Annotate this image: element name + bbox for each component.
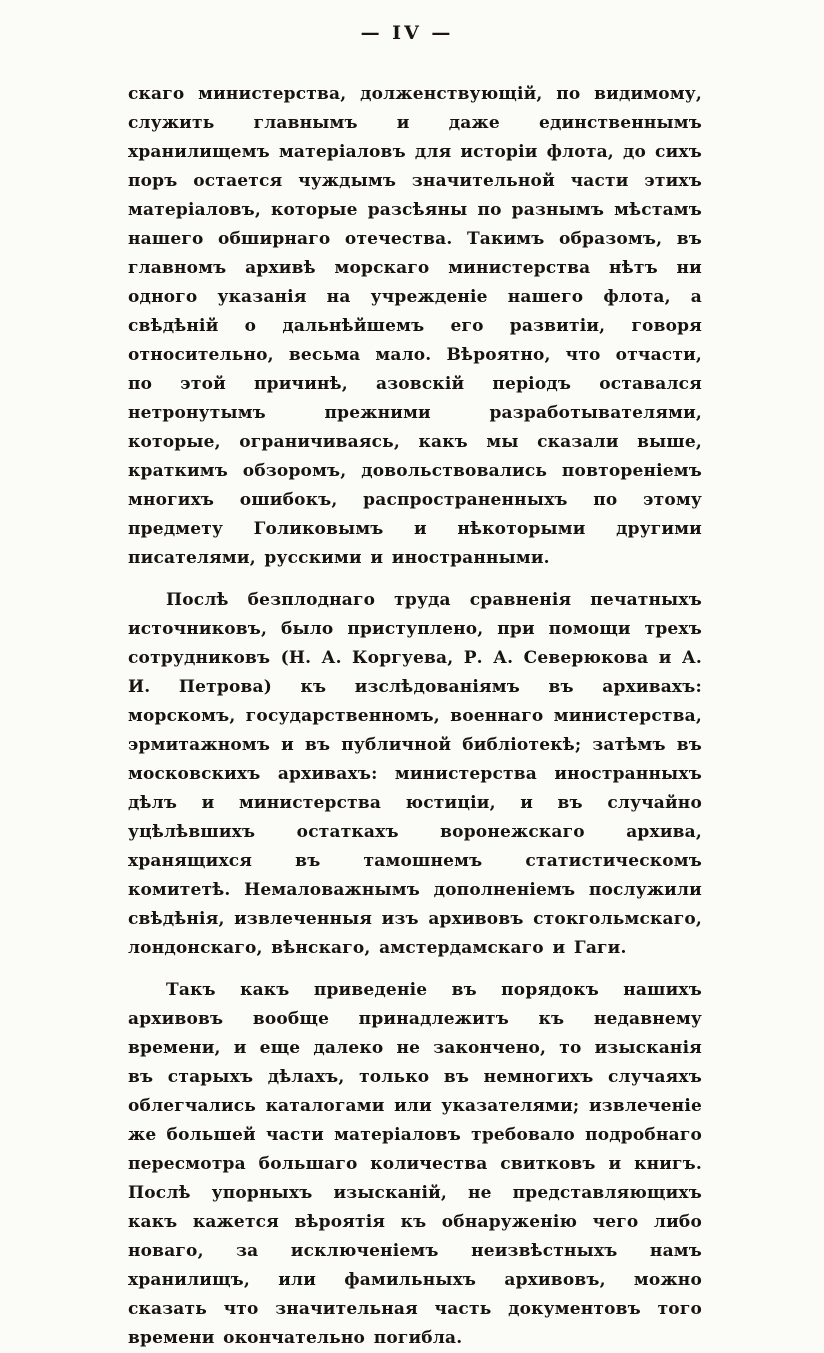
paragraph-continuation: скаго министерства, долженствующій, по видимому, служить главнымъ и даже единственнымъ хранилищемъ матеріаловъ для исторіи флота, до сихъ поръ остается чуждымъ значительной части этихъ матеріаловъ, которые разсѣяны по разнымъ мѣстамъ нашего обширнаго отечества. Такимъ образомъ, въ главномъ архивѣ морскаго министерства нѣтъ ни одного указанія на учрежденіе нашего флота, а свѣдѣній о дальнѣйшемъ его развитіи, говоря относительно, весьма мало. Вѣроятно, что отчасти, по этой причинѣ, азовскій періодъ оставался нетронутымъ прежними разработывателями, которые, ограничиваясь, какъ мы сказали выше, краткимъ обзоромъ, довольствовались повтореніемъ многихъ ошибокъ, распространенныхъ по этому предмету Голиковымъ и нѣкоторыми другими писателями, русскими и иностранными. bbox=[128, 84, 702, 568]
paragraph-conclusion: Такъ какъ приведеніе въ порядокъ нашихъ архивовъ вообще принадлежитъ къ недавнему времени, и еще далеко не закончено, то изысканія въ старыхъ дѣлахъ, только въ немногихъ случаяхъ облегчались каталогами или указателями; извлеченіе же большей части матеріаловъ требовало подробнаго пересмотра большаго количества свитковъ и книгъ. Послѣ упорныхъ изысканій, не представляющихъ какъ кажется вѣроятія къ обнаруженію чего либо новаго, за исключеніемъ неизвѣстныхъ намъ хранилищъ, или фамильныхъ архивовъ, можно сказать что значительная часть документовъ того времени окончательно погибла. bbox=[128, 980, 702, 1348]
paragraph-archives: Послѣ безплоднаго труда сравненія печатныхъ источниковъ, было приступлено, при помощи трехъ сотрудниковъ (Н. А. Коргуева, Р. А. Северюкова и А. И. Петрова) къ изслѣдованіямъ въ архивахъ: морскомъ, государственномъ, военнаго министерства, эрмитажномъ и въ публичной библіотекѣ; затѣмъ въ московскихъ архивахъ: министерства иностранныхъ дѣлъ и министерства юстиціи, и въ случайно уцѣлѣвшихъ остаткахъ воронежскаго архива, хранящихся въ тамошнемъ статистическомъ комитетѣ. Немаловажнымъ дополненіемъ послужили свѣдѣнія, извлеченныя изъ архивовъ стокгольмскаго, лондонскаго, вѣнскаго, амстердамскаго и Гаги. bbox=[128, 590, 702, 958]
page-number-header: — IV — bbox=[360, 22, 454, 44]
text-block bbox=[128, 80, 702, 1353]
